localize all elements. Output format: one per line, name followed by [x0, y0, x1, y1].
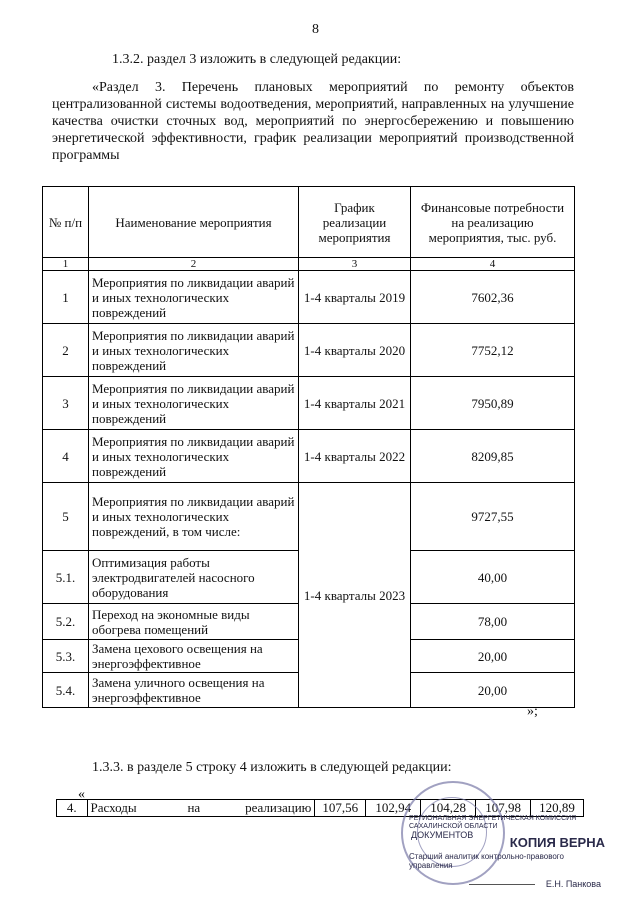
row-name: Мероприятия по ликвидации аварий и иных технологических повреждений: [89, 430, 299, 483]
table-header-row: [43, 187, 575, 258]
table-row: [43, 324, 575, 377]
row4-num: 4.: [57, 800, 88, 817]
closing-quote: »;: [527, 704, 538, 719]
row-amount: 9727,55: [411, 483, 575, 551]
row-schedule: 1-4 кварталы 2021: [299, 377, 411, 430]
opening-quote: «: [78, 787, 85, 802]
section-heading-1-3-2: 1.3.2. раздел 3 изложить в следующей редакции:: [112, 52, 402, 67]
row-name: Мероприятия по ликвидации аварий и иных технологических повреждений, в том числе:: [89, 483, 299, 551]
row-name: Мероприятия по ликвидации аварий и иных технологических повреждений: [89, 271, 299, 324]
row-schedule: 1-4 кварталы 2020: [299, 324, 411, 377]
row4-value: 104,28: [421, 800, 476, 817]
section-3-title: «Раздел 3. Перечень плановых мероприятий по ремонту объектов централизованной системы водоотведения, мероприятий, направленных на улучшение качества очистки сточных вод, мероприятий по энергосбережению и повышению энергетической эффективности, график реализации мероприятий производственной программы: [52, 80, 574, 163]
column-number-row: [43, 258, 575, 271]
header-num: № п/п: [43, 187, 89, 258]
page-number: 8: [312, 22, 319, 37]
header-schedule: График реализации мероприятия: [299, 187, 411, 258]
row4-text: реализацию: [219, 800, 315, 817]
row-num: 5.4.: [43, 673, 89, 708]
row-amount: 8209,85: [411, 430, 575, 483]
row-amount: 7602,36: [411, 271, 575, 324]
row-name: Замена цехового освещения на энергоэффективное: [89, 640, 299, 673]
stamp-title: КОПИЯ ВЕРНА: [509, 835, 605, 850]
row-amount: 7950,89: [411, 377, 575, 430]
row4-text: на: [168, 800, 219, 817]
row-name: Замена уличного освещения на энергоэффективное: [89, 673, 299, 708]
row-num: 5.3.: [43, 640, 89, 673]
row-num: 3: [43, 377, 89, 430]
header-name: Наименование мероприятия: [89, 187, 299, 258]
row-schedule: 1-4 кварталы 2019: [299, 271, 411, 324]
row-amount: 20,00: [411, 673, 575, 708]
row-name: Оптимизация работы электродвигателей насосного оборудования: [89, 551, 299, 604]
row-amount: 7752,12: [411, 324, 575, 377]
stamp-org: РЕГИОНАЛЬНАЯ ЭНЕРГЕТИЧЕСКАЯ КОМИССИЯ САХАЛИНСКОЙ ОБЛАСТИ: [409, 815, 577, 830]
activities-table: [42, 186, 575, 708]
col-number: 3: [299, 258, 411, 271]
col-number: 2: [89, 258, 299, 271]
table-row: [43, 430, 575, 483]
row4-text: Расходы: [87, 800, 168, 817]
stamp-doc-word: ДОКУМЕНТОВ: [411, 830, 474, 840]
row-num: 4: [43, 430, 89, 483]
copy-stamp: [409, 815, 605, 891]
stamp-signer: Е.Н. Панкова: [545, 879, 601, 889]
header-amount: Финансовые потребности на реализацию мероприятия, тыс. руб.: [411, 187, 575, 258]
row4-value: 107,98: [476, 800, 531, 817]
row-amount: 78,00: [411, 604, 575, 640]
row-num: 1: [43, 271, 89, 324]
row-amount: 20,00: [411, 640, 575, 673]
row-name: Мероприятия по ликвидации аварий и иных технологических повреждений: [89, 324, 299, 377]
col-number: 4: [411, 258, 575, 271]
row4-value: 120,89: [531, 800, 584, 817]
section-heading-1-3-3: 1.3.3. в разделе 5 строку 4 изложить в следующей редакции:: [92, 760, 452, 775]
row-schedule: 1-4 кварталы 2022: [299, 430, 411, 483]
table-row: [43, 271, 575, 324]
stamp-role: Старший аналитик контрольно-правового управления: [409, 852, 564, 870]
row-name: Переход на экономные виды обогрева помещений: [89, 604, 299, 640]
col-number: 1: [43, 258, 89, 271]
row-amount: 40,00: [411, 551, 575, 604]
certification-stamp: [395, 775, 605, 895]
row-name: Мероприятия по ликвидации аварий и иных технологических повреждений: [89, 377, 299, 430]
row4-value: 102,94: [366, 800, 421, 817]
row-num: 2: [43, 324, 89, 377]
row-num: 5.1.: [43, 551, 89, 604]
row-num: 5.2.: [43, 604, 89, 640]
signature-line: [469, 884, 535, 885]
row4-value: 107,56: [315, 800, 366, 817]
row-schedule: 1-4 кварталы 2023: [299, 483, 411, 708]
row-num: 5: [43, 483, 89, 551]
table-row: [43, 377, 575, 430]
table-row: [43, 483, 575, 551]
